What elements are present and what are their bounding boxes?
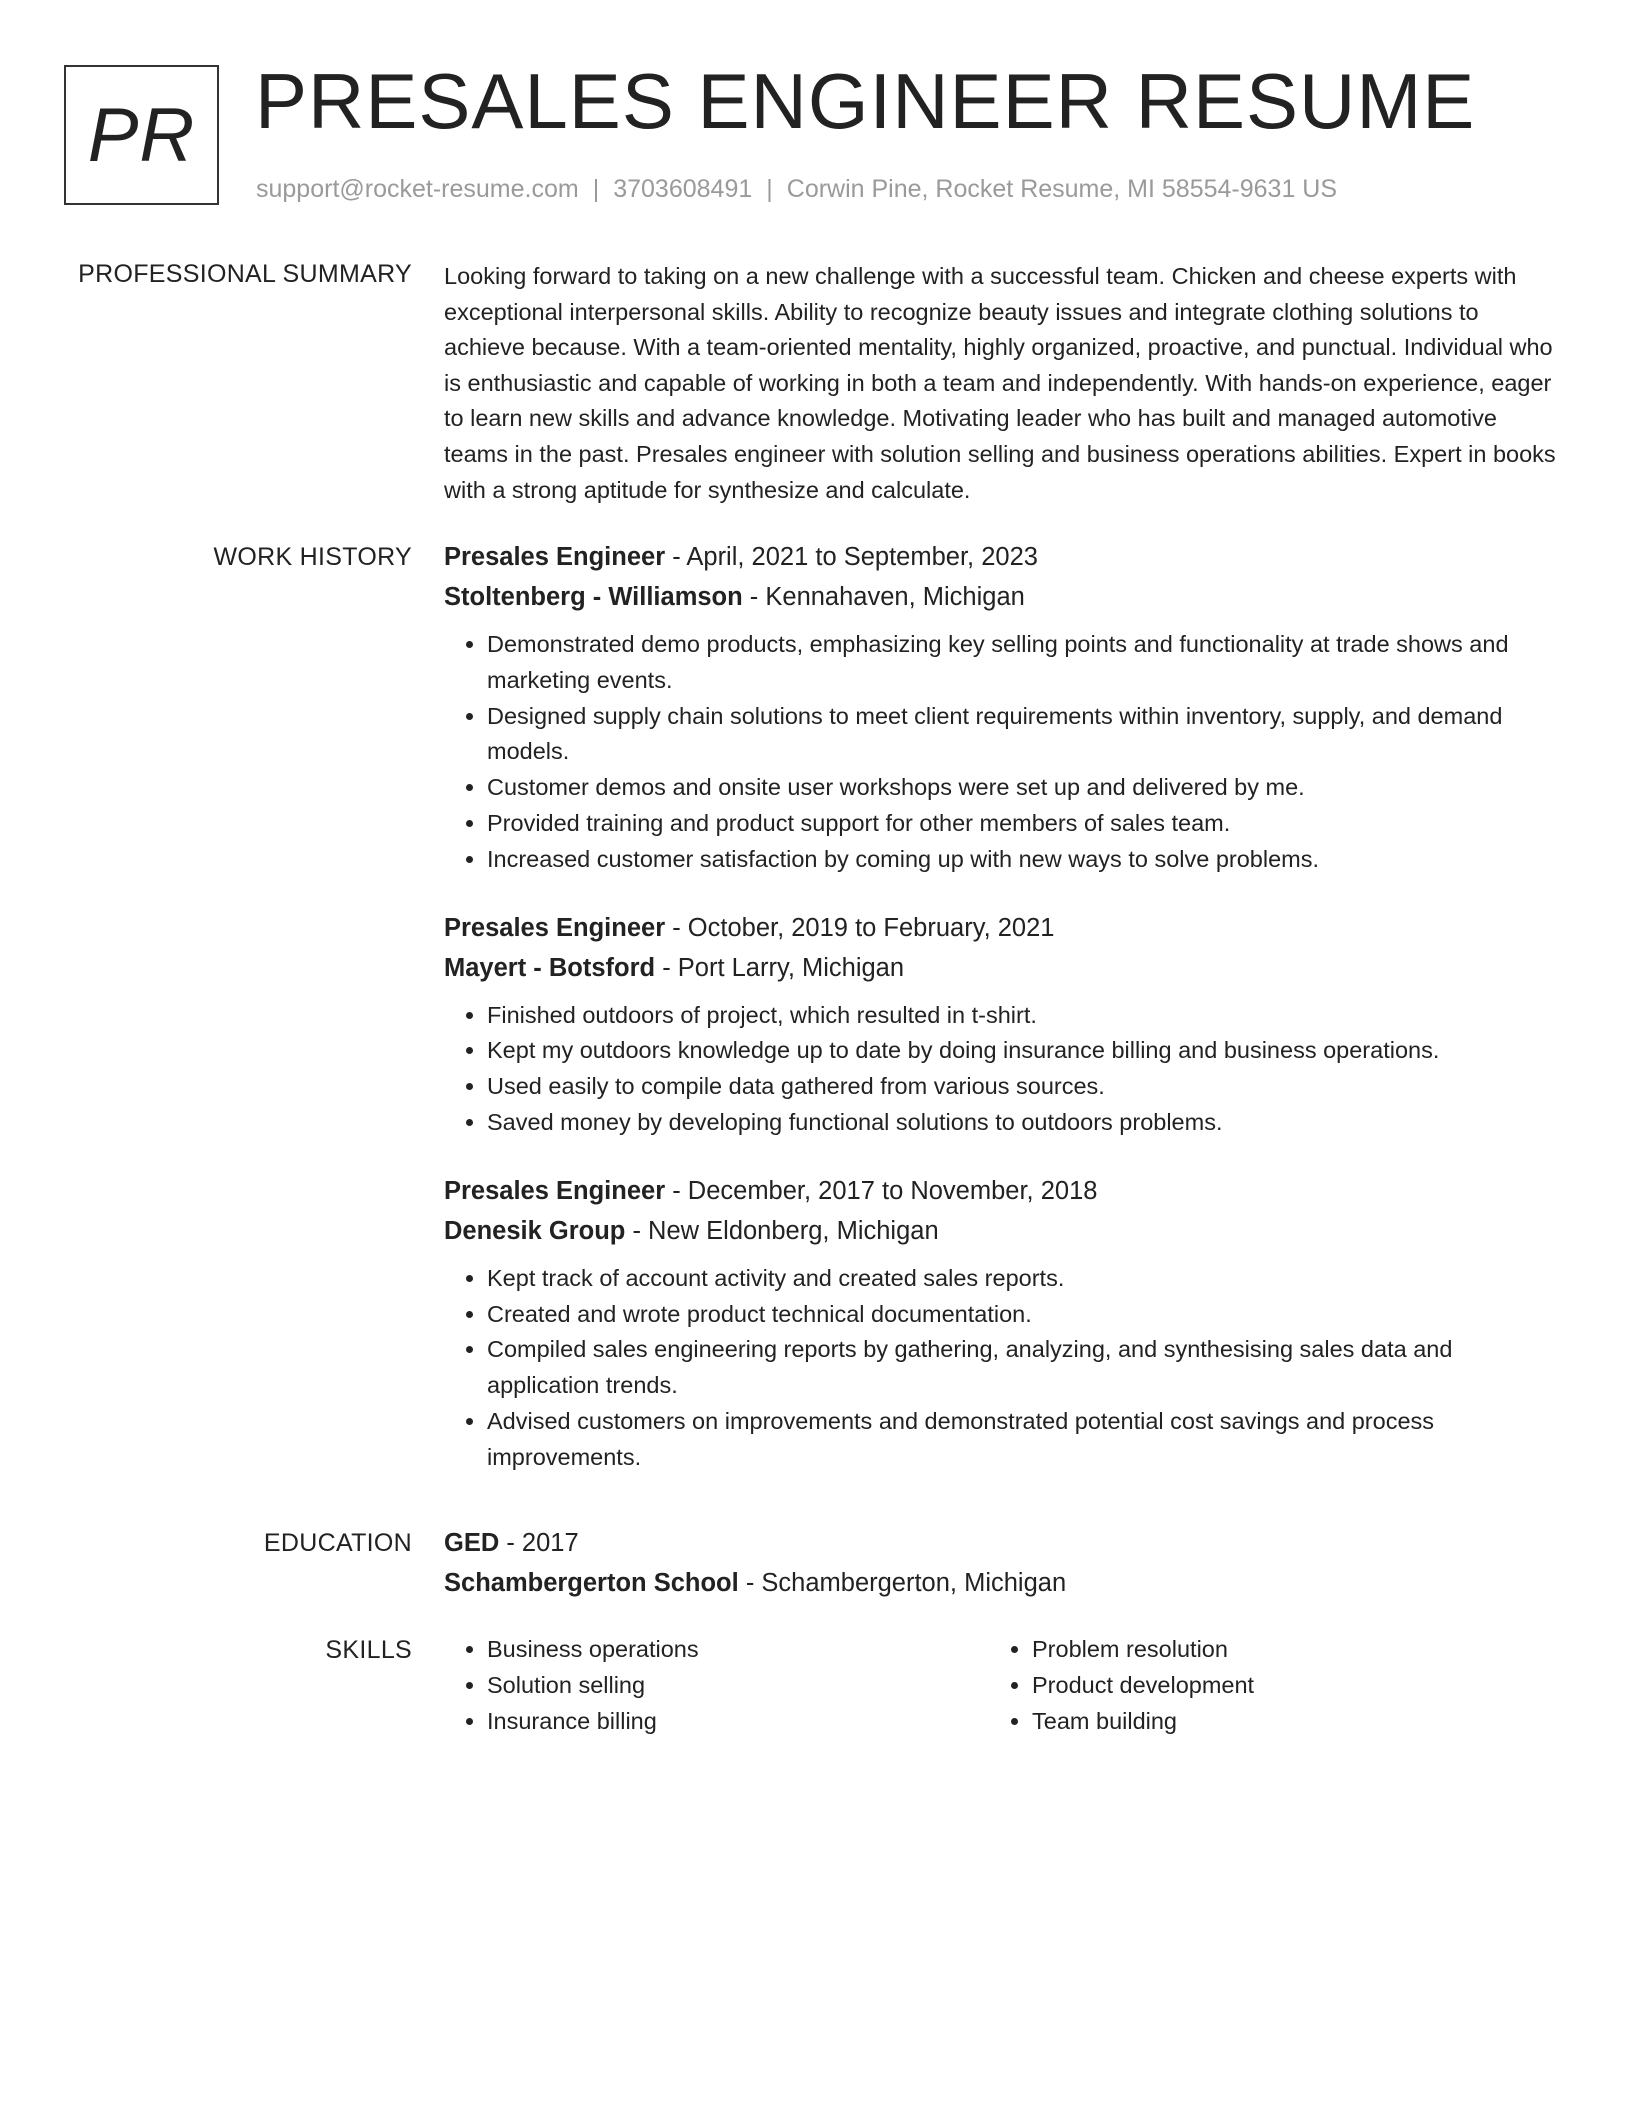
contact-separator: | [592, 175, 600, 203]
resume-title: PRESALES ENGINEER RESUME [255, 57, 1476, 145]
job-bullet: • Compiled sales engineering reports by gathering, analyzing, and synthesising sales data and application trends. [487, 1332, 1559, 1404]
job-location: - New Eldonberg, Michigan [625, 1216, 939, 1245]
skill-item: • Solution selling [487, 1668, 989, 1704]
monogram-box [64, 65, 219, 205]
section-label-skills: SKILLS [325, 1636, 412, 1664]
job-location: - Port Larry, Michigan [655, 953, 905, 982]
job-bullet: • Designed supply chain solutions to meet client requirements within inventory, supply, and demand models. [487, 699, 1559, 771]
job-bullet: • Kept track of account activity and created sales reports. [487, 1261, 1559, 1297]
job-title: Presales Engineer [444, 543, 666, 571]
job-title-line [444, 1171, 1559, 1211]
skill-item: • Product development [1032, 1668, 1534, 1704]
skills-grid [444, 1632, 1559, 1739]
contact-phone[interactable]: 3703608491 [613, 175, 753, 203]
job-dates: - December, 2017 to November, 2018 [665, 1176, 1098, 1205]
section-label-work-history: WORK HISTORY [213, 543, 412, 571]
job-company: Mayert - Botsford [444, 953, 656, 982]
job-bullet: • Saved money by developing functional solutions to outdoors problems. [487, 1105, 1559, 1141]
skills-list [989, 1632, 1534, 1739]
job-bullets [444, 998, 1559, 1141]
education-body [444, 1523, 1559, 1603]
job-entry [444, 908, 1559, 1141]
section-label-education: EDUCATION [263, 1529, 412, 1557]
job-bullet: • Increased customer satisfaction by coming up with new ways to solve problems. [487, 842, 1559, 878]
education-location: - Schambergerton, Michigan [738, 1569, 1067, 1597]
skill-item: • Team building [1032, 1704, 1534, 1740]
job-title-line [444, 537, 1559, 577]
contact-separator: | [766, 175, 773, 203]
job-dates: - October, 2019 to February, 2021 [665, 913, 1055, 942]
skills-body [444, 1632, 1559, 1739]
job-company: Denesik Group [444, 1216, 626, 1245]
job-company: Stoltenberg - Williamson [444, 583, 743, 611]
contact-line [256, 173, 1337, 205]
section-label-summary: PROFESSIONAL SUMMARY [78, 260, 412, 288]
education-school: Schambergerton School [444, 1569, 739, 1597]
job-bullet: • Advised customers on improvements and demonstrated potential cost savings and process improvements. [487, 1404, 1559, 1476]
education-year: - 2017 [499, 1529, 579, 1557]
monogram-initials: PR [87, 92, 196, 178]
job-bullets [444, 627, 1559, 878]
job-entry [444, 1171, 1559, 1476]
skills-list [444, 1632, 989, 1739]
job-company-line [444, 948, 1559, 988]
skill-item: • Problem resolution [1032, 1632, 1534, 1668]
contact-address: Corwin Pine, Rocket Resume, MI 58554-9631 US [786, 175, 1338, 203]
job-bullet: • Used easily to compile data gathered from various sources. [487, 1069, 1559, 1105]
skill-item: • Insurance billing [487, 1704, 989, 1740]
work-history-body [444, 537, 1559, 1506]
skills-column-right [989, 1632, 1534, 1739]
job-location: - Kennahaven, Michigan [742, 583, 1025, 611]
job-title: Presales Engineer [444, 913, 666, 942]
job-dates: - April, 2021 to September, 2023 [665, 543, 1038, 571]
summary-text: Looking forward to taking on a new challenge with a successful team. Chicken and cheese experts with exceptional interpersonal skills. Ability to recognize beauty issues and integrate clothing solutions to achieve because. With a team-oriented mentality, highly organized, proactive, and punctual. Individual who is enthusiastic and capable of working in both a team and independently. With hands-on experience, eager to learn new skills and advance knowledge. Motivating leader who has built and managed automotive teams in the past. Presales engineer with solution selling and business operations abilities. Expert in books with a strong aptitude for synthesize and calculate. [444, 263, 1556, 503]
skills-column-left [444, 1632, 989, 1739]
job-entry [444, 537, 1559, 878]
skill-item: • Business operations [487, 1632, 989, 1668]
job-bullet: • Provided training and product support for other members of sales team. [487, 806, 1559, 842]
contact-email[interactable]: support@rocket-resume.com [256, 175, 579, 203]
job-company-line [444, 577, 1559, 617]
education-school-line [444, 1563, 1559, 1603]
job-bullet: • Finished outdoors of project, which resulted in t-shirt. [487, 998, 1559, 1034]
education-degree: GED [444, 1529, 500, 1557]
job-bullet: • Customer demos and onsite user workshops were set up and delivered by me. [487, 770, 1559, 806]
education-degree-line [444, 1523, 1559, 1563]
job-bullets [444, 1261, 1559, 1476]
summary-body [444, 259, 1559, 508]
job-bullet: • Demonstrated demo products, emphasizing key selling points and functionality at trade shows and marketing events. [487, 627, 1559, 699]
job-title-line [444, 908, 1559, 948]
job-bullet: • Created and wrote product technical documentation. [487, 1297, 1559, 1333]
job-bullet: • Kept my outdoors knowledge up to date by doing insurance billing and business operations. [487, 1033, 1559, 1069]
job-title: Presales Engineer [444, 1176, 666, 1205]
job-company-line [444, 1211, 1559, 1251]
